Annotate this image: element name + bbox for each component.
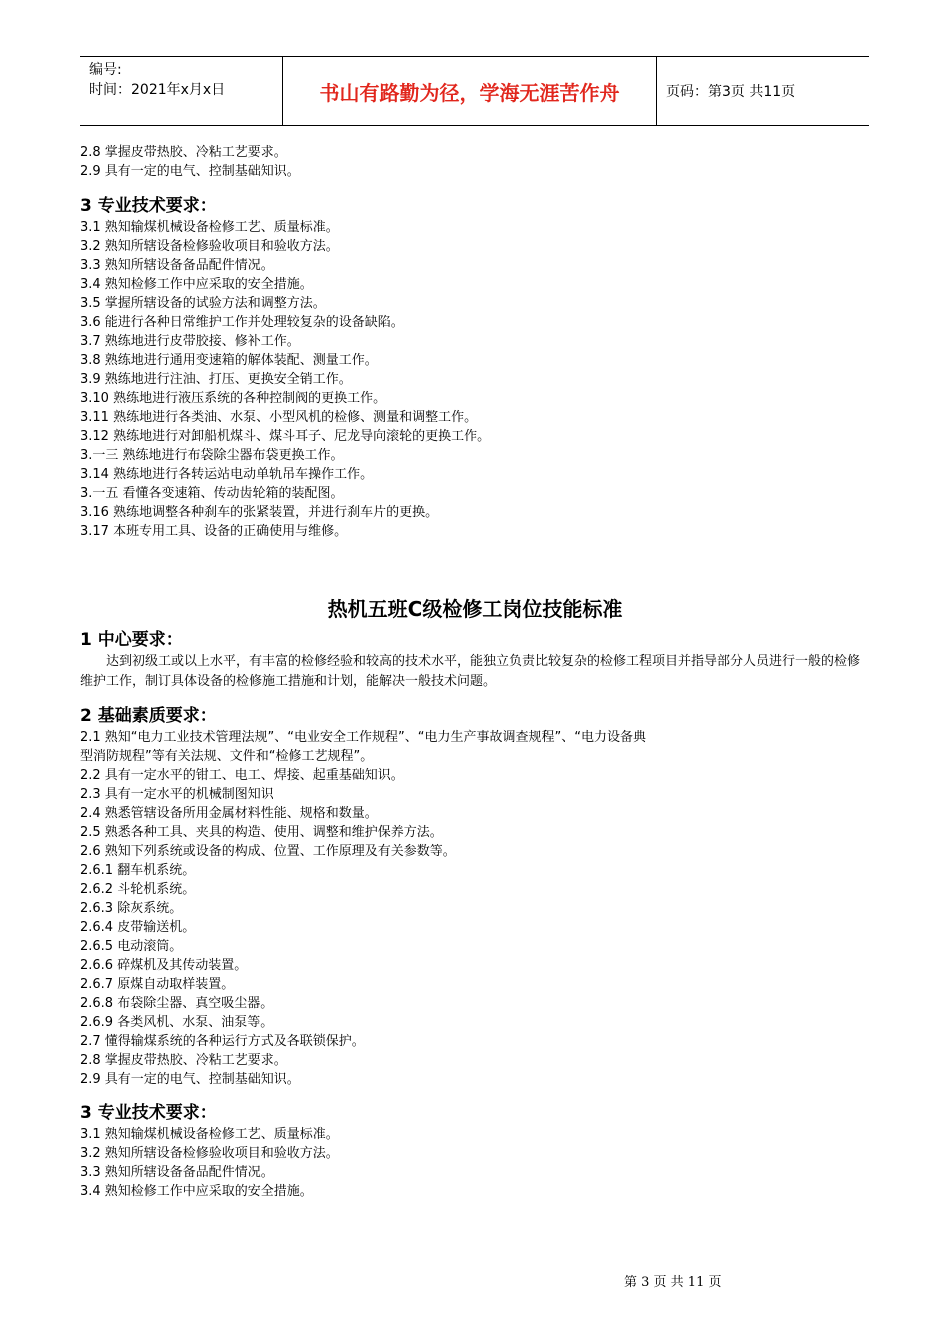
page-footer: 第 3 页 共 11 页	[624, 1275, 722, 1290]
list-item: 3.10 熟练地进行液压系统的各种控制阀的更换工作。	[80, 391, 387, 406]
list-item: 3.11 熟练地进行各类油、水泵、小型风机的检修、测量和调整工作。	[80, 410, 478, 425]
list-item: 3.8 熟练地进行通用变速箱的解体装配、测量工作。	[80, 353, 378, 368]
section-3b-list	[80, 1125, 870, 1201]
list-item: 型消防规程”等有关法规、文件和“检修工艺规程”。	[80, 749, 374, 764]
list-item: 3.1 熟知输煤机械设备检修工艺、质量标准。	[80, 220, 339, 235]
document-body	[80, 143, 870, 1201]
list-item: 2.9 具有一定的电气、控制基础知识。	[80, 164, 300, 179]
list-item: 3.4 熟知检修工作中应采取的安全措施。	[80, 277, 313, 292]
time-label: 时间：2021年x月x日	[89, 82, 226, 98]
list-item: 2.1 熟知“电力工业技术管理法规”、“电业安全工作规程”、“电力生产事故调查规程”、“电力设备典	[80, 730, 646, 745]
section-2-list	[80, 728, 870, 1089]
header-meta-cell	[80, 57, 283, 125]
list-item: 3.3 熟知所辖设备备品配件情况。	[80, 258, 274, 273]
list-item: 3.12 熟练地进行对卸船机煤斗、煤斗耳子、尼龙导向滚轮的更换工作。	[80, 429, 491, 444]
list-item: 2.8 掌握皮带热胶、冷粘工艺要求。	[80, 145, 287, 160]
list-item: 2.6.3 除灰系统。	[80, 901, 183, 916]
list-item: 2.6.7 原煤自动取样装置。	[80, 977, 235, 992]
list-item: 3.一五 看懂各变速箱、传动齿轮箱的装配图。	[80, 486, 344, 501]
list-item: 3.14 熟练地进行各转运站电动单轨吊车操作工作。	[80, 467, 374, 482]
page-header	[80, 56, 869, 126]
list-item: 2.3 具有一定水平的机械制图知识	[80, 787, 274, 802]
document-title: 热机五班C级检修工岗位技能标准	[327, 597, 623, 621]
list-item: 3.7 熟练地进行皮带胶接、修补工作。	[80, 334, 300, 349]
list-item: 2.4 熟悉管辖设备所用金属材料性能、规格和数量。	[80, 806, 378, 821]
list-item: 3.3 熟知所辖设备备品配件情况。	[80, 1165, 274, 1180]
list-item: 2.6.8 布袋除尘器、真空吸尘器。	[80, 996, 274, 1011]
list-item: 3.17 本班专用工具、设备的正确使用与维修。	[80, 524, 348, 539]
header-motto: 书山有路勤为径，学海无涯苦作舟	[283, 57, 657, 125]
section-3b-heading: 3 专业技术要求：	[80, 1103, 217, 1123]
list-item: 2.6 熟知下列系统或设备的构成、位置、工作原理及有关参数等。	[80, 844, 456, 859]
list-item: 2.2 具有一定水平的钳工、电工、焊接、起重基础知识。	[80, 768, 404, 783]
list-item: 3.2 熟知所辖设备检修验收项目和验收方法。	[80, 1146, 339, 1161]
list-item: 3.一三 熟练地进行布袋除尘器布袋更换工作。	[80, 448, 344, 463]
top-lines	[80, 143, 870, 181]
list-item: 3.9 熟练地进行注油、打压、更换安全销工作。	[80, 372, 352, 387]
section-1-paragraph: 达到初级工或以上水平，有丰富的检修经验和较高的技术水平，能独立负责比较复杂的检修工程项目并指导部分人员进行一般的检修维护工作，制订具体设备的检修施工措施和计划，能解决一般技术问题。	[80, 654, 861, 689]
section-3a-heading: 3 专业技术要求：	[80, 196, 217, 216]
list-item: 2.5 熟悉各种工具、夹具的构造、使用、调整和维护保养方法。	[80, 825, 443, 840]
section-3a-list	[80, 218, 870, 541]
list-item: 2.6.4 皮带输送机。	[80, 920, 196, 935]
list-item: 3.6 能进行各种日常维护工作并处理较复杂的设备缺陷。	[80, 315, 404, 330]
list-item: 2.6.6 碎煤机及其传动装置。	[80, 958, 248, 973]
header-page-code: 页码：第3页 共11页	[666, 84, 796, 100]
list-item: 2.6.2 斗轮机系统。	[80, 882, 196, 897]
section-2-heading: 2 基础素质要求：	[80, 706, 217, 726]
list-item: 2.8 掌握皮带热胶、冷粘工艺要求。	[80, 1053, 287, 1068]
list-item: 2.7 懂得输煤系统的各种运行方式及各联锁保护。	[80, 1034, 365, 1049]
number-label: 编号:	[89, 62, 122, 78]
section-1-heading: 1 中心要求：	[80, 630, 183, 650]
list-item: 3.2 熟知所辖设备检修验收项目和验收方法。	[80, 239, 339, 254]
list-item: 2.6.1 翻车机系统。	[80, 863, 196, 878]
list-item: 2.9 具有一定的电气、控制基础知识。	[80, 1072, 300, 1087]
list-item: 2.6.5 电动滚筒。	[80, 939, 183, 954]
list-item: 2.6.9 各类风机、水泵、油泵等。	[80, 1015, 274, 1030]
list-item: 3.5 掌握所辖设备的试验方法和调整方法。	[80, 296, 326, 311]
list-item: 3.1 熟知输煤机械设备检修工艺、质量标准。	[80, 1127, 339, 1142]
list-item: 3.4 熟知检修工作中应采取的安全措施。	[80, 1184, 313, 1199]
list-item: 3.16 熟练地调整各种刹车的张紧装置，并进行刹车片的更换。	[80, 505, 439, 520]
